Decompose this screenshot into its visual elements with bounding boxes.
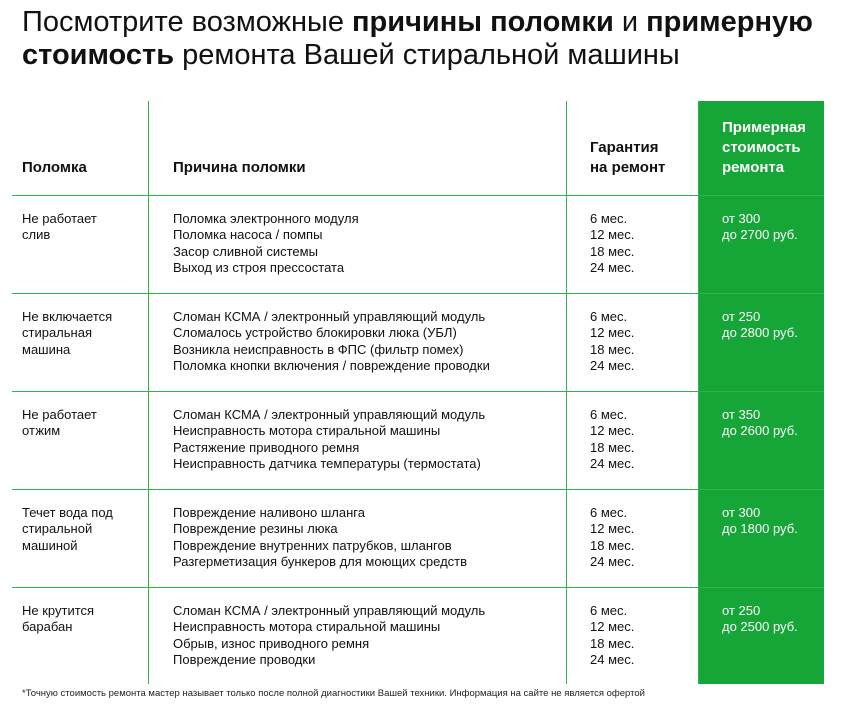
cell-line: Не работает [22,407,97,422]
cell-line: 12 мес. [590,325,635,341]
cell-line: Сломалось устройство блокировки люка (УБЛ) [173,325,457,341]
cell-problem [22,407,97,440]
cell-line: Обрыв, износ приводного ремня [173,635,370,651]
cell-line: 6 мес. [590,407,628,422]
cell-line: 18 мес. [590,635,635,651]
cell-line: 12 мес. [590,619,635,635]
cell-line: 24 мес. [590,259,635,275]
cell-line: отжим [22,423,61,439]
column-divider [148,101,149,684]
cell-line: Разгерметизация бункеров для моющих средств [173,553,468,569]
cell-line: 18 мес. [590,341,635,357]
cell-line: барабан [22,619,73,635]
header-cause: Причина поломки [173,159,306,176]
cell-line: 18 мес. [590,243,635,259]
cell-line: Возникла неисправность в ФПС (фильтр помех) [173,341,464,357]
cell-line: 24 мес. [590,553,635,569]
row-divider [12,195,824,196]
cell-warranty [590,505,634,570]
cell-line: Неисправность датчика температуры (термостата) [173,455,481,471]
cell-problem [22,603,94,636]
cell-price [722,603,798,636]
cell-price [722,309,798,342]
cell-line: 12 мес. [590,423,635,439]
cell-price [722,211,798,244]
header-problem: Поломка [22,159,87,176]
cell-line: от 250 [722,309,761,324]
cell-line: 6 мес. [590,309,628,324]
cell-line: 6 мес. [590,211,628,226]
cell-line: Поломка электронного модуля [173,211,359,226]
cell-line: 24 мес. [590,455,635,471]
cell-line: Поломка насоса / помпы [173,227,323,243]
cell-line: до 1800 руб. [722,521,798,537]
cell-line: Неисправность мотора стиральной машины [173,423,441,439]
cell-line: от 350 [722,407,761,422]
cell-line: Выход из строя прессостата [173,259,345,275]
price-column-background [699,101,824,684]
row-divider [12,391,824,392]
row-divider [12,587,824,588]
cell-line: до 2800 руб. [722,325,798,341]
cell-line: до 2700 руб. [722,227,798,243]
cell-causes [173,211,359,276]
cell-line: от 250 [722,603,761,618]
page-title: Посмотрите возможные причины поломки и примерную стоимость ремонта Вашей стиральной машины [22,6,813,71]
cell-line: Сломан КСМА / электронный управляющий модуль [173,309,486,324]
row-divider [12,489,824,490]
cell-line: Повреждение внутренних патрубков, шлангов [173,537,452,553]
footnote: *Точную стоимость ремонта мастер называет только после полной диагностики Вашей техники. Информация на сайте не является офертой [22,688,645,699]
cell-line: Поломка кнопки включения / повреждение проводки [173,357,490,373]
cell-line: от 300 [722,505,761,520]
cell-line: Повреждение резины люка [173,521,338,537]
cell-causes [173,505,467,570]
cell-line: Течет вода под [22,505,113,520]
column-divider [566,101,567,684]
cell-line: стиральной [22,521,93,537]
cell-line: 6 мес. [590,505,628,520]
header-warranty: Гарантия на ремонт [590,139,666,176]
cell-line: до 2500 руб. [722,619,798,635]
cell-causes [173,603,485,668]
cell-causes [173,309,490,374]
cell-line: Не работает [22,211,97,226]
cell-warranty [590,603,634,668]
cell-line: 24 мес. [590,357,635,373]
header-price: Примерная стоимость ремонта [722,119,806,176]
cell-line: Засор сливной системы [173,243,318,259]
cell-problem [22,505,113,554]
cell-problem [22,211,97,244]
cell-line: 24 мес. [590,651,635,667]
cell-line: Сломан КСМА / электронный управляющий модуль [173,407,486,422]
cell-price [722,407,798,440]
cell-line: Растяжение приводного ремня [173,439,360,455]
cell-line: слив [22,227,51,243]
cell-line: Неисправность мотора стиральной машины [173,619,441,635]
cell-line: 12 мес. [590,227,635,243]
cell-line: 18 мес. [590,537,635,553]
cell-line: 12 мес. [590,521,635,537]
cell-warranty [590,211,634,276]
cell-line: 18 мес. [590,439,635,455]
cell-line: Сломан КСМА / электронный управляющий модуль [173,603,486,618]
cell-causes [173,407,485,472]
cell-warranty [590,309,634,374]
cell-problem [22,309,112,358]
cell-price [722,505,798,538]
cell-line: Не крутится [22,603,95,618]
cell-warranty [590,407,634,472]
cell-line: от 300 [722,211,761,226]
cell-line: Не включается [22,309,113,324]
cell-line: машиной [22,537,78,553]
column-divider [698,101,699,684]
row-divider [12,293,824,294]
cell-line: стиральная [22,325,92,341]
cell-line: 6 мес. [590,603,628,618]
cell-line: Повреждение наливоно шланга [173,505,365,520]
cell-line: до 2600 руб. [722,423,798,439]
cell-line: машина [22,341,71,357]
cell-line: Повреждение проводки [173,651,316,667]
